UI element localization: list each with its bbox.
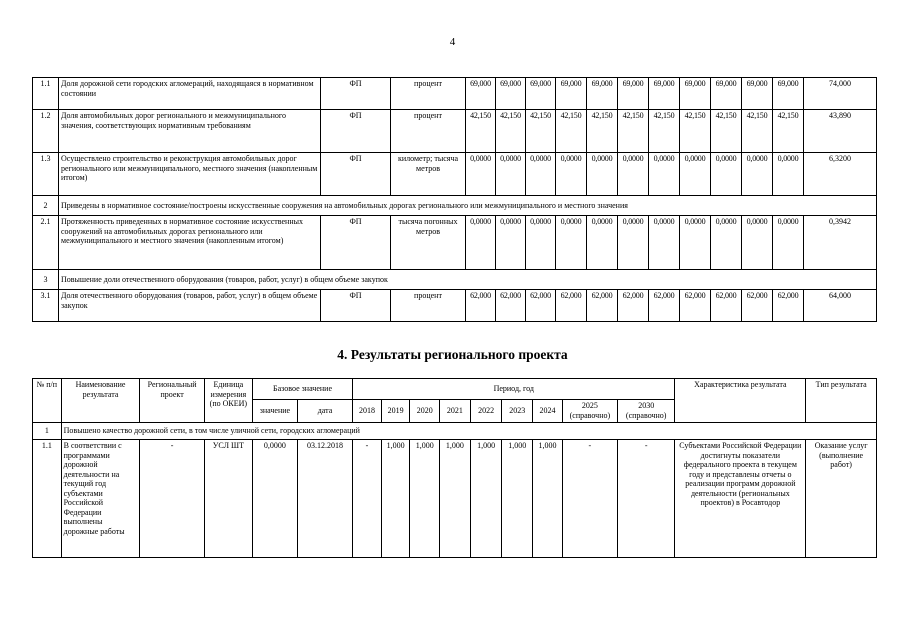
header-no: № п/п xyxy=(33,379,62,423)
indicator-value: 0,0000 xyxy=(680,216,711,270)
indicator-final-value: 0,3942 xyxy=(804,216,877,270)
indicator-final-value: 64,000 xyxy=(804,290,877,322)
result-year-value: 1,000 xyxy=(502,440,533,558)
results-table xyxy=(32,378,877,558)
result-base-value: 0,0000 xyxy=(252,440,297,558)
indicator-value: 69,000 xyxy=(587,78,618,110)
indicator-value: 42,150 xyxy=(649,110,680,153)
header-year: 2023 xyxy=(502,400,533,423)
indicator-level: ФП xyxy=(321,216,391,270)
indicator-value: 62,000 xyxy=(742,290,773,322)
result-year-value: 1,000 xyxy=(470,440,502,558)
indicator-value: 0,0000 xyxy=(742,153,773,196)
indicator-value: 0,0000 xyxy=(587,153,618,196)
indicator-value: 62,000 xyxy=(618,290,649,322)
indicator-no: 1.3 xyxy=(33,153,59,196)
indicator-value: 69,000 xyxy=(618,78,649,110)
result-base-date: 03.12.2018 xyxy=(297,440,352,558)
indicator-value: 0,0000 xyxy=(556,153,587,196)
indicator-no: 2.1 xyxy=(33,216,59,270)
indicator-row xyxy=(33,110,877,153)
header-base-date: дата xyxy=(297,400,352,423)
indicator-value: 62,000 xyxy=(496,290,526,322)
header-year: 2024 xyxy=(533,400,563,423)
header-year: 2020 xyxy=(410,400,440,423)
header-year-2030: 2030 (справочно) xyxy=(618,400,675,423)
indicator-value: 0,0000 xyxy=(466,153,496,196)
indicator-value: 0,0000 xyxy=(773,216,804,270)
indicator-value: 0,0000 xyxy=(773,153,804,196)
indicator-no: 1.2 xyxy=(33,110,59,153)
result-year-value: 1,000 xyxy=(440,440,471,558)
indicator-row xyxy=(33,78,877,110)
page-number: 4 xyxy=(449,36,456,48)
indicator-row xyxy=(33,290,877,322)
indicator-level: ФП xyxy=(321,153,391,196)
indicator-value: 69,000 xyxy=(680,78,711,110)
section-no: 2 xyxy=(33,196,59,216)
indicator-value: 62,000 xyxy=(587,290,618,322)
header-characteristic: Характеристика результата xyxy=(675,379,806,423)
indicator-value: 0,0000 xyxy=(680,153,711,196)
header-year: 2021 xyxy=(440,400,471,423)
indicator-level: ФП xyxy=(321,110,391,153)
indicator-value: 0,0000 xyxy=(711,216,742,270)
indicator-level: ФП xyxy=(321,78,391,110)
results-section-row xyxy=(33,423,877,440)
header-name: Наименование результата xyxy=(61,379,140,423)
header-year: 2018 xyxy=(353,400,382,423)
indicator-value: 69,000 xyxy=(649,78,680,110)
indicator-name: Доля автомобильных дорог регионального и межмуниципального значения, соответствующих нормативным требованиям xyxy=(59,110,321,153)
header-year-2025: 2025 (справочно) xyxy=(562,400,617,423)
indicator-value: 0,0000 xyxy=(618,216,649,270)
indicator-value: 42,150 xyxy=(466,110,496,153)
indicator-row xyxy=(33,153,877,196)
section-name: Приведены в нормативное состояние/построены искусственные сооружения на автомобильных дорогах регионального или межмуниципального и местного значения xyxy=(59,196,877,216)
indicator-unit: тысяча погонных метров xyxy=(391,216,466,270)
header-base: Базовое значение xyxy=(252,379,352,400)
indicator-value: 62,000 xyxy=(466,290,496,322)
indicator-value: 42,150 xyxy=(587,110,618,153)
result-year-value: - xyxy=(353,440,382,558)
result-unit: УСЛ ШТ xyxy=(204,440,252,558)
indicator-unit: процент xyxy=(391,110,466,153)
indicator-value: 0,0000 xyxy=(742,216,773,270)
indicator-value: 42,150 xyxy=(680,110,711,153)
indicator-name: Доля дорожной сети городских агломераций, находящаяся в нормативном состоянии xyxy=(59,78,321,110)
header-project: Региональный проект xyxy=(140,379,204,423)
indicator-value: 62,000 xyxy=(773,290,804,322)
result-project: - xyxy=(140,440,204,558)
indicator-final-value: 43,890 xyxy=(804,110,877,153)
indicator-final-value: 6,3200 xyxy=(804,153,877,196)
result-2030: - xyxy=(618,440,675,558)
indicator-value: 62,000 xyxy=(711,290,742,322)
indicator-value: 62,000 xyxy=(556,290,587,322)
indicator-name: Протяженность приведенных в нормативное состояние искусственных сооружений на автомобильных дорогах регионального или межмуниципального и местного значения (накопленным итогом) xyxy=(59,216,321,270)
indicator-value: 62,000 xyxy=(526,290,556,322)
indicator-value: 62,000 xyxy=(649,290,680,322)
indicator-level: ФП xyxy=(321,290,391,322)
indicator-value: 42,150 xyxy=(618,110,649,153)
indicator-value: 42,150 xyxy=(556,110,587,153)
indicator-value: 69,000 xyxy=(711,78,742,110)
result-row xyxy=(33,440,877,558)
indicators-body xyxy=(33,78,877,322)
section-no: 1 xyxy=(33,423,62,440)
result-year-value: 1,000 xyxy=(533,440,563,558)
indicator-no: 1.1 xyxy=(33,78,59,110)
indicator-row xyxy=(33,216,877,270)
indicator-value: 0,0000 xyxy=(466,216,496,270)
result-year-value: 1,000 xyxy=(381,440,410,558)
result-characteristic: Субъектами Российской Федерации достигнуты показатели федерального проекта в текущем году и представлены отчеты о реализации программ дорожной деятельности (региональных проектов) в Росавтодор xyxy=(675,440,806,558)
result-no: 1.1 xyxy=(33,440,62,558)
results-header-row-1 xyxy=(33,379,877,400)
header-year: 2019 xyxy=(381,400,410,423)
indicator-unit: километр; тысяча метров xyxy=(391,153,466,196)
header-unit: Единица измерения (по ОКЕИ) xyxy=(204,379,252,423)
result-2025: - xyxy=(562,440,617,558)
indicator-value: 0,0000 xyxy=(618,153,649,196)
header-type: Тип результата xyxy=(806,379,877,423)
result-name: В соответствии с программами дорожной деятельности на текущий год субъектами Российской Федерации выполнены дорожные работы xyxy=(61,440,140,558)
indicator-value: 69,000 xyxy=(556,78,587,110)
indicator-value: 0,0000 xyxy=(649,153,680,196)
indicator-value: 42,150 xyxy=(711,110,742,153)
indicator-name: Доля отечественного оборудования (товаров, работ, услуг) в общем объеме закупок xyxy=(59,290,321,322)
indicator-value: 62,000 xyxy=(680,290,711,322)
indicator-value: 0,0000 xyxy=(587,216,618,270)
indicator-value: 0,0000 xyxy=(526,216,556,270)
indicator-value: 0,0000 xyxy=(526,153,556,196)
indicator-value: 69,000 xyxy=(742,78,773,110)
results-heading: 4. Результаты регионального проекта xyxy=(337,347,568,362)
indicator-section-row xyxy=(33,196,877,216)
indicator-value: 0,0000 xyxy=(649,216,680,270)
result-type: Оказание услуг (выполнение работ) xyxy=(806,440,877,558)
indicator-value: 0,0000 xyxy=(496,153,526,196)
indicator-value: 69,000 xyxy=(773,78,804,110)
indicator-value: 0,0000 xyxy=(496,216,526,270)
indicator-value: 69,000 xyxy=(466,78,496,110)
section-no: 3 xyxy=(33,270,59,290)
indicator-value: 42,150 xyxy=(526,110,556,153)
indicator-value: 69,000 xyxy=(526,78,556,110)
indicator-unit: процент xyxy=(391,78,466,110)
indicator-value: 42,150 xyxy=(773,110,804,153)
indicator-value: 42,150 xyxy=(742,110,773,153)
indicator-name: Осуществлено строительство и реконструкция автомобильных дорог регионального или межмуниципального, местного значения (накопленным итогом) xyxy=(59,153,321,196)
header-period: Период, год xyxy=(353,379,675,400)
indicator-section-row xyxy=(33,270,877,290)
indicator-value: 69,000 xyxy=(496,78,526,110)
indicator-no: 3.1 xyxy=(33,290,59,322)
indicator-unit: процент xyxy=(391,290,466,322)
indicator-final-value: 74,000 xyxy=(804,78,877,110)
header-base-value: значение xyxy=(252,400,297,423)
header-year: 2022 xyxy=(470,400,502,423)
result-year-value: 1,000 xyxy=(410,440,440,558)
indicator-value: 0,0000 xyxy=(556,216,587,270)
section-name: Повышение доли отечественного оборудования (товаров, работ, услуг) в общем объеме закупок xyxy=(59,270,877,290)
indicators-table xyxy=(32,77,877,322)
indicator-value: 42,150 xyxy=(496,110,526,153)
section-name: Повышено качество дорожной сети, в том числе уличной сети, городских агломераций xyxy=(61,423,876,440)
indicator-value: 0,0000 xyxy=(711,153,742,196)
